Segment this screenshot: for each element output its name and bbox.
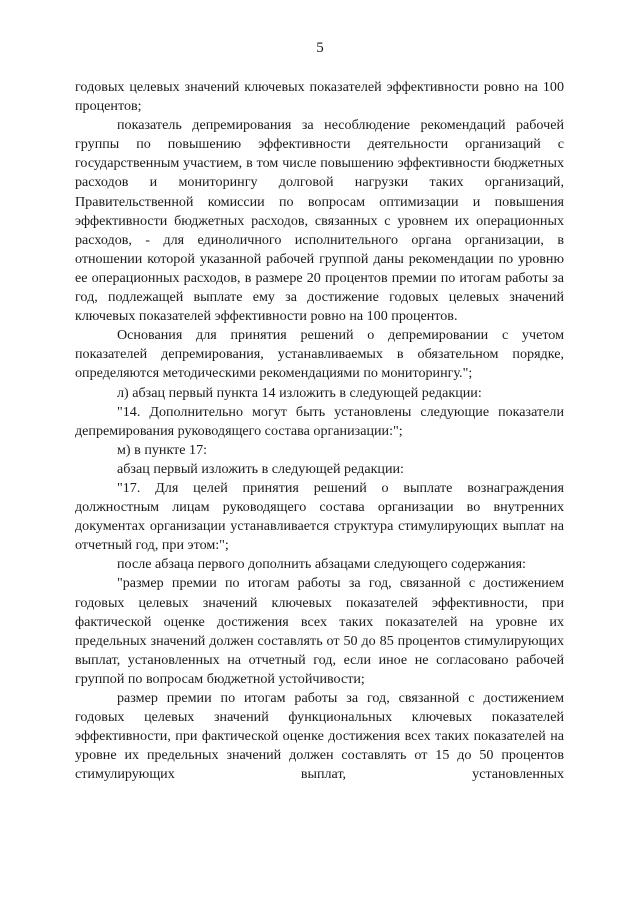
paragraph-clause-17: "17. Для целей принятия решений о выплате вознаграждения должностным лицам руководящего состава организации во внутренних документах организации устанавливается структура стимулирующих выплат на отчетный год, при этом:"; [75, 479, 564, 554]
paragraph-depremium-indicator: показатель депремирования за несоблюдение рекомендаций рабочей группы по повышению эффективности деятельности организаций с государственным участием, в том числе повышению эффективности бюджетных расходов и мониторингу долговой нагрузки таких организаций, Правительственной комиссии по вопросам оптимизации и повышения эффективности бюджетных расходов, связанных с уровнем их операционных расходов, - для единоличного исполнительного органа организации, в отношении которой указанной рабочей группой даны рекомендации по уровню ее операционных расходов, в размере 20 процентов премии по итогам работы за год, подлежащей выплате ему за достижение годовых целевых значений ключевых показателей эффективности ровно на 100 процентов. [75, 117, 564, 325]
paragraph-continuation: годовых целевых значений ключевых показателей эффективности ровно на 100 процентов; [75, 79, 564, 115]
paragraph-bonus-key-indicators: "размер премии по итогам работы за год, связанной с достижением годовых целевых значений ключевых показателей эффективности, при фактической оценке достижения всех таких показателей на уровне их предельных значений должен составлять от 50 до 85 процентов стимулирующих выплат, установленных на отчетный год, если иное не согласовано рабочей группой по вопросам бюджетной устойчивости; [75, 575, 564, 687]
paragraph-grounds: Основания для принятия решений о депремировании с учетом показателей депремирования, устанавливаемых в обязательном порядке, определяются методическими рекомендациями по мониторингу."; [75, 327, 564, 382]
document-body [75, 78, 564, 784]
paragraph-clause-14: "14. Дополнительно могут быть установлены следующие показатели депремирования руководящего состава организации:"; [75, 403, 564, 439]
paragraph-first-subparagraph: абзац первый изложить в следующей редакции: [117, 460, 404, 477]
paragraph-bonus-functional-indicators: размер премии по итогам работы за год, связанной с достижением годовых целевых значений функциональных ключевых показателей эффективности, при фактической оценке достижения всех таких показателей на уровне их предельных значений должен составлять от 15 до 50 процентов стимулирующих выплат, установленных [75, 690, 564, 783]
paragraph-item-l: л) абзац первый пункта 14 изложить в следующей редакции: [117, 384, 482, 401]
paragraph-after-first: после абзаца первого дополнить абзацами следующего содержания: [117, 556, 526, 573]
paragraph-item-m: м) в пункте 17: [117, 441, 208, 458]
page-number: 5 [316, 40, 324, 56]
